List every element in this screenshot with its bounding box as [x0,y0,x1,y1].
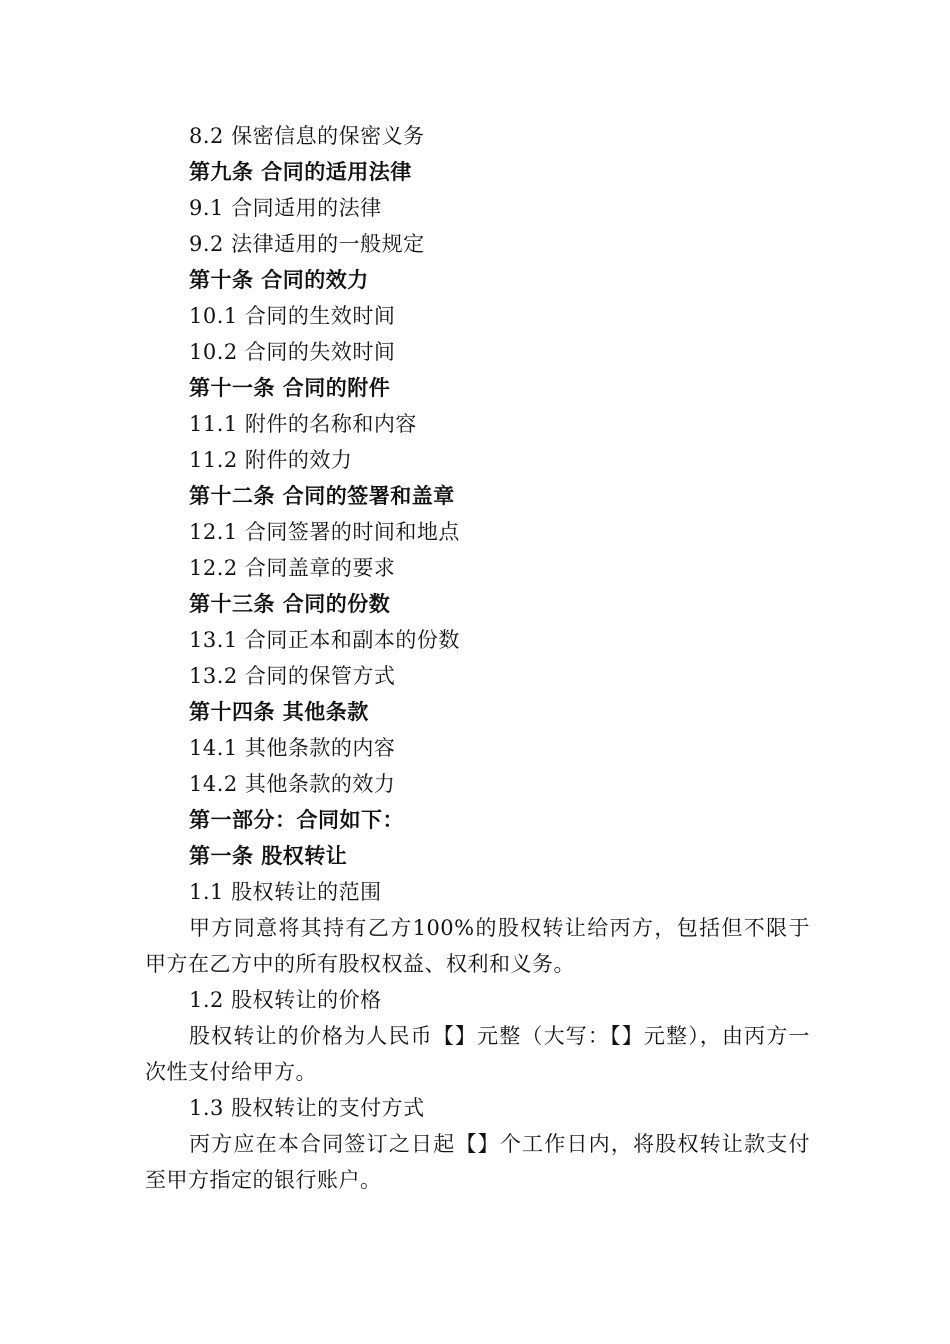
clause-item: 1.2 股权转让的价格 [189,988,382,1012]
clause-item: 10.1 合同的生效时间 [189,304,396,328]
clause-item: 11.2 附件的效力 [189,448,353,472]
clause-item: 10.2 合同的失效时间 [189,340,396,364]
document-body [145,118,810,1198]
clause-item: 14.1 其他条款的内容 [189,736,396,760]
clause-item: 1.1 股权转让的范围 [189,880,382,904]
clause-item: 12.2 合同盖章的要求 [189,556,396,580]
clause-item: 9.2 法律适用的一般规定 [189,232,425,256]
article-heading: 第一条 股权转让 [189,844,348,868]
body-paragraph: 甲方同意将其持有乙方100%的股权转让给丙方，包括但不限于甲方在乙方中的所有股权权益、权利和义务。 [145,916,810,976]
clause-item: 1.3 股权转让的支付方式 [189,1096,425,1120]
clause-item: 11.1 附件的名称和内容 [189,412,417,436]
clause-item: 13.2 合同的保管方式 [189,664,396,688]
clause-item: 9.1 合同适用的法律 [189,196,382,220]
clause-item: 13.1 合同正本和副本的份数 [189,628,460,652]
clause-item: 8.2 保密信息的保密义务 [189,124,425,148]
body-paragraph: 丙方应在本合同签订之日起【】个工作日内，将股权转让款支付至甲方指定的银行账户。 [145,1132,810,1192]
body-paragraph: 股权转让的价格为人民币【】元整（大写：【】元整），由丙方一次性支付给甲方。 [145,1024,810,1084]
article-heading: 第十一条 合同的附件 [189,376,391,400]
clause-item: 14.2 其他条款的效力 [189,772,396,796]
article-heading: 第十三条 合同的份数 [189,592,391,616]
article-heading: 第十二条 合同的签署和盖章 [189,484,455,508]
part-heading: 第一部分：合同如下： [189,808,404,832]
article-heading: 第十四条 其他条款 [189,700,369,724]
article-heading: 第九条 合同的适用法律 [189,160,412,184]
clause-item: 12.1 合同签署的时间和地点 [189,520,460,544]
article-heading: 第十条 合同的效力 [189,268,369,292]
